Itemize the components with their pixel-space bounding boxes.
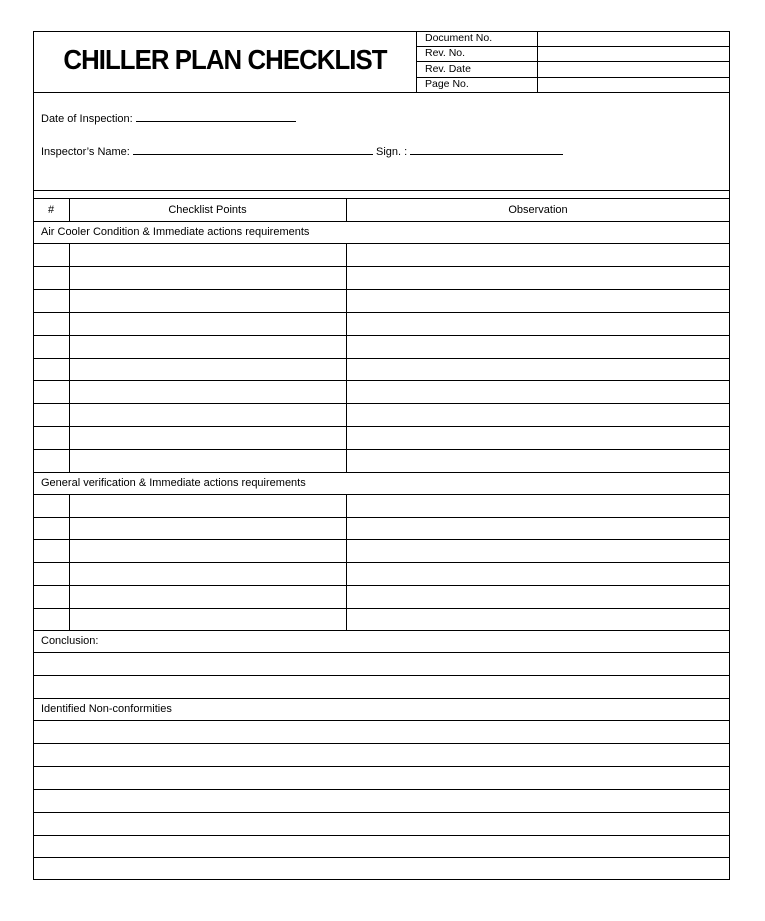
column-header-checklist-points: Checklist Points [168,204,247,216]
text-entry-row[interactable] [34,767,729,789]
column-divider [346,243,347,472]
checklist-point-cell[interactable] [70,563,346,585]
observation-cell[interactable] [347,359,729,381]
header-bottom-line [33,92,730,93]
text-entry-row[interactable] [34,721,729,743]
text-entry-row[interactable] [34,858,729,880]
checklist-point-cell[interactable] [70,427,346,449]
observation-cell[interactable] [347,244,729,266]
row-number-cell[interactable] [34,267,69,289]
observation-cell[interactable] [347,290,729,312]
row-number-cell[interactable] [34,495,69,517]
checklist-point-cell[interactable] [70,381,346,403]
inspector-name-field [41,143,563,158]
conclusion-title: Conclusion: [41,635,99,647]
meta-rev-date-value[interactable] [538,62,729,77]
header-row-line [33,221,730,222]
table-top-line [33,198,730,199]
inspector-name-input[interactable] [133,143,373,155]
checklist-point-cell[interactable] [70,313,346,335]
text-entry-row[interactable] [34,836,729,858]
table-row-line [33,630,730,631]
observation-cell[interactable] [347,336,729,358]
checklist-point-cell[interactable] [70,290,346,312]
row-number-cell[interactable] [34,586,69,608]
observation-cell[interactable] [347,609,729,631]
page-title: CHILLER PLAN CHECKLIST [63,44,387,75]
row-number-cell[interactable] [34,450,69,472]
column-header-number: # [47,204,55,216]
checklist-point-cell[interactable] [70,359,346,381]
row-number-cell[interactable] [34,244,69,266]
observation-cell[interactable] [347,563,729,585]
row-number-cell[interactable] [34,290,69,312]
text-entry-row[interactable] [34,744,729,766]
row-number-cell[interactable] [34,313,69,335]
nonconformities-title: Identified Non-conformities [41,703,172,715]
meta-rev-no-label: Rev. No. [425,47,466,59]
column-header-observation: Observation [508,204,568,216]
meta-rev-no-value[interactable] [538,47,729,61]
checklist-point-cell[interactable] [70,244,346,266]
column-divider [69,243,70,472]
date-of-inspection-field [41,110,296,125]
observation-cell[interactable] [347,313,729,335]
text-entry-row[interactable] [34,813,729,835]
checklist-point-cell[interactable] [70,267,346,289]
section-general-verification-title: General verification & Immediate actions requirements [41,477,306,489]
meta-document-no-value[interactable] [538,32,729,46]
row-number-cell[interactable] [34,609,69,631]
inspector-name-label: Inspector’s Name: [41,146,130,158]
sign-input[interactable] [410,143,563,155]
row-number-cell[interactable] [34,540,69,562]
table-row-line [33,698,730,699]
checklist-point-cell[interactable] [70,450,346,472]
column-divider [69,198,70,221]
sign-label: Sign. : [375,146,408,158]
meta-document-no-label: Document No. [425,32,493,44]
row-number-cell[interactable] [34,427,69,449]
text-entry-row[interactable] [34,653,729,675]
observation-cell[interactable] [347,267,729,289]
table-row-line [33,472,730,473]
checklist-point-cell[interactable] [70,540,346,562]
column-divider [346,494,347,630]
text-entry-row[interactable] [34,790,729,812]
meta-page-no-label: Page No. [425,78,469,90]
checklist-point-cell[interactable] [70,586,346,608]
checklist-point-cell[interactable] [70,609,346,631]
info-bottom-line [33,190,730,191]
observation-cell[interactable] [347,518,729,540]
observation-cell[interactable] [347,450,729,472]
column-divider [69,494,70,630]
section-air-cooler-title: Air Cooler Condition & Immediate actions requirements [41,226,310,238]
date-of-inspection-label: Date of Inspection: [41,113,133,125]
checklist-point-cell[interactable] [70,336,346,358]
observation-cell[interactable] [347,540,729,562]
observation-cell[interactable] [347,427,729,449]
row-number-cell[interactable] [34,359,69,381]
checklist-point-cell[interactable] [70,518,346,540]
text-entry-row[interactable] [34,676,729,698]
date-of-inspection-input[interactable] [136,110,296,122]
observation-cell[interactable] [347,404,729,426]
checklist-point-cell[interactable] [70,404,346,426]
meta-page-no-value[interactable] [538,78,729,92]
observation-cell[interactable] [347,495,729,517]
column-divider [346,198,347,221]
row-number-cell[interactable] [34,563,69,585]
row-number-cell[interactable] [34,518,69,540]
row-number-cell[interactable] [34,404,69,426]
observation-cell[interactable] [347,586,729,608]
meta-rev-date-label: Rev. Date [425,63,471,75]
checklist-point-cell[interactable] [70,495,346,517]
observation-cell[interactable] [347,381,729,403]
row-number-cell[interactable] [34,336,69,358]
row-number-cell[interactable] [34,381,69,403]
